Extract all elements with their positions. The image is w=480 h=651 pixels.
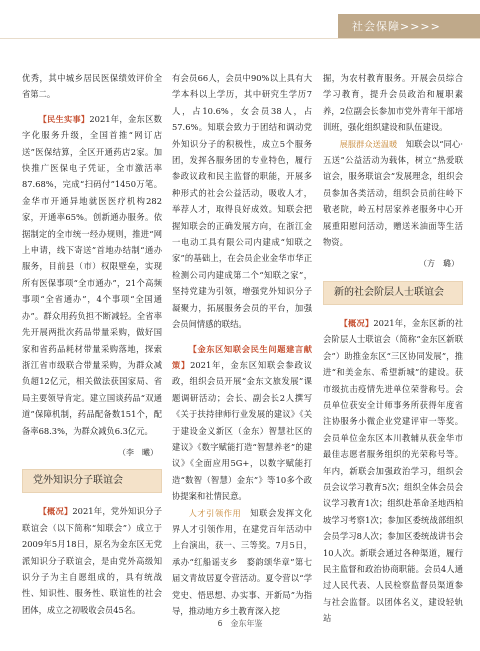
paragraph-text: 2021年，金东区知联会参政议政，组织会员开展“金东文旅发展”课题调研活动；会长、副会长2人撰写《关于扶持律师行业发展的建议》《关于建设金义新区（金东）智慧社区的建议》《数字赋能打造“智慧养老”的建议》《全面应用5G+，以数字赋能打造“数智（智慧）金东”》等10多个政协提案和社情民意。: [172, 359, 312, 502]
paragraph-text: 知联会以“同心·五送”公益活动为载体，树立“热爱联谊会，服务联谊会”发展理念，组织会员参加各类活动，组织会员前往岭下敬老院，岭五村居家养老服务中心开展重阳慰问活动，赠送米油面等生活物资。: [323, 138, 463, 248]
section-title: 党外知识分子联谊会: [22, 469, 162, 493]
paragraph: [323, 315, 463, 627]
column-3: [323, 70, 463, 627]
paragraph: [22, 111, 162, 439]
section-header: [338, 14, 480, 38]
entry-tag: 【概况】: [38, 506, 73, 517]
column-2: [172, 70, 312, 619]
paragraph: [22, 503, 162, 618]
entry-tag: 【民生实事】: [38, 113, 90, 124]
paragraph-text: 知联会发挥文化界人才引领作用，在建党百年活动中上台演出，获一、三等奖。7月5日，承办“红船谣支乡 婺韵颂华章”第七届文青故居夏令营活动。夏令营以“学党史、悟思想、办实事、开新局”为指导，推动地方乡土教育深入挖: [172, 507, 312, 616]
section-title: 新的社会阶层人士联谊会: [323, 281, 463, 305]
paragraph: 有会员66人，会员中90%以上具有大学本科以上学历，其中研究生学历7人，占10.6%，女会员38人，占57.6%。知联会致力于团结和调动党外知识分子的积极性，成立5个服务团，发挥各服务团的专业特色，履行参政议政和民主监督的职能，开展多种形式的社会公益活动，吸收人才，举荐人才，取得良好成效。知联会把握知联会的正确发展方向，在浙江金一电动工具有限公司内建成“知联之家”的基础上，在会员企业金华市华正检测公司内建成第二个“知联之家”，坚持党建为引领，增强党外知识分子凝聚力，拓展服务会员的平台，加强会员间情感的联结。: [172, 73, 312, 330]
paragraph: [172, 505, 312, 620]
paragraph: [323, 136, 463, 251]
paragraph: 掘，为农村教育服务。开展会员综合学习教育，提升会员政治和履职素养，2位副会长参加市党外青年干部培训班，强化组织建设和队伍建设。: [323, 73, 463, 133]
author-signature: （方 璐）: [419, 259, 459, 269]
paragraph-text: 2021年，党外知识分子联谊会（以下简称“知联会”）成立于2009年5月18日，原名为金东区无党派知识分子联谊会，是由党外高级知识分子为主自愿组成的，具有统战性、知识性、服务性、联谊性的社会团体，成立之初吸收会员45名。: [22, 506, 162, 615]
paragraph-text: 2021年，金东区数字化服务升级，全国首推“网订店送”医保结算，全区开通药店2家。加快推广医保电子凭证，全市激活率87.68%，完成“扫码付”1450万笔。金华市开通异地就医医疗机构282家，开通率65%。创新通办服务。依据制定的全市统一经办规则，推进“网上申请，线下寄送”首地办结制“通办服务，目前县（市）权限壁垒，实现所有医保事项“全市通办”，21个高频事项“全省通办”，4个事项“全国通办”。群众用药负担不断减轻。全省率先开展两批次药品带量采购，做好国家和省药品耗材带量采购落地，探索浙江省市级联合带量采购，为群众减负超12亿元，相关做法获国家局、省局主要领导肯定。建立国谈药品“双通道”保障机制，药品配备数151个，配备率68.3%，为群众减负6.3亿元。: [22, 113, 162, 436]
entry-subhead: 人才引领作用: [188, 507, 242, 518]
entry-tag: 【概况】: [339, 317, 374, 328]
paragraph: 优秀，其中城乡居民医保绩效评价全省第二。: [22, 73, 162, 100]
section-header-label: 社会保障>>>>: [352, 20, 441, 33]
column-1: [22, 70, 162, 618]
header-rule: [0, 38, 480, 39]
entry-tag: 【金东区知联会民生问题建言献策】: [172, 343, 312, 370]
page-footer: 6 金东年鉴: [217, 619, 263, 628]
entry-subhead: 展服群众送温暖: [339, 138, 398, 149]
paragraph-text: 2021年，金东区新的社会阶层人士联谊会（简称“金东区新联会”）助推金东区“三区协同发展”，推进“和美金东、希望新城”的建设。获市级抗击疫情先进单位荣誉称号。会员单位获安全计师事务所获得年度省注协服务小微企业党建评审一等奖。会员单位金东区本川教辅从获金华市最佳志愿者服务组织的光荣称号等。年内，新联会加强政治学习，组织会员会议学习教育5次；组织全体会员会议学习教育1次；组织赴革命圣地西柏坡学习考察1次；参加区委统战部组织会员学习8人次；参加区委统战讲书会10人次。新联会通过各种渠道，履行民主监督和政治协商职能。会员4人通过人民代表、人民检察监督员渠道参与社会监督。以团体名义，建设轻轨站: [323, 317, 463, 624]
author-signature: （李 曦）: [118, 447, 158, 457]
paragraph: [172, 341, 312, 505]
